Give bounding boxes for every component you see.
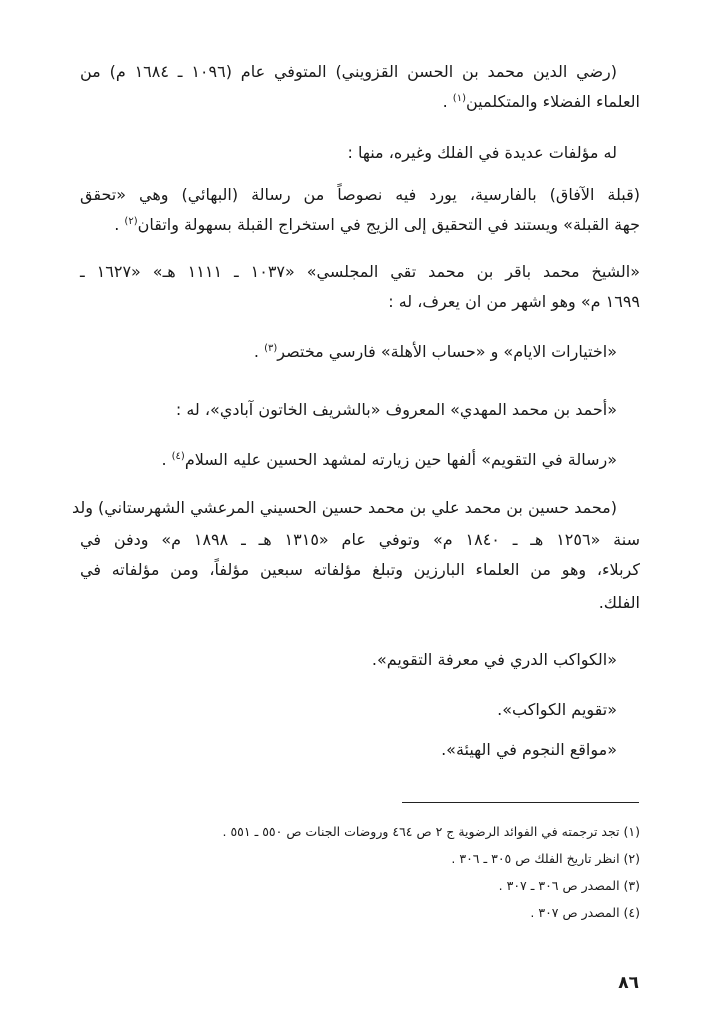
text-line xyxy=(80,558,640,582)
line-text: (محمد حسين بن محمد علي بن محمد حسين الحسيني المرعشي الشهرستاني) ولد xyxy=(71,498,617,517)
text-line xyxy=(441,738,617,762)
text-line xyxy=(80,260,640,284)
text-line xyxy=(599,591,640,615)
footnote-ref[interactable]: (٣) xyxy=(264,343,278,354)
footnote-ref[interactable]: (٤) xyxy=(171,451,185,462)
line-end: . xyxy=(442,92,453,111)
text-line xyxy=(372,648,617,672)
text-line xyxy=(80,528,640,552)
footnote: (٢) انظر تاريخ الفلك ص ٣٠٥ ـ ٣٠٦ . xyxy=(451,851,640,866)
line-text: جهة القبلة» ويستند في التحقيق إلى الزيج في استخراج القبلة بسهولة واتقان xyxy=(137,215,640,234)
footnote: (٣) المصدر ص ٣٠٦ ـ ٣٠٧ . xyxy=(498,878,640,893)
text-line xyxy=(443,90,640,114)
line-text: العلماء الفضلاء والمتكلمين xyxy=(465,92,640,111)
text-line xyxy=(114,213,640,237)
line-text: (رضي الدين محمد بن الحسن القزويني) المتوفي عام (١٠٩٦ ـ ١٦٨٤ م) من xyxy=(80,62,617,81)
text-line xyxy=(71,496,617,520)
line-text: «اختيارات الايام» و «حساب الأهلة» فارسي مختصر xyxy=(277,342,617,361)
text-line xyxy=(388,290,640,314)
text-line xyxy=(348,141,618,165)
line-text: ١٦٩٩ م» وهو اشهر من ان يعرف، له : xyxy=(388,292,640,311)
text-line xyxy=(161,448,617,472)
text-line xyxy=(497,698,617,722)
line-text: سنة «١٢٥٦ هـ ـ ١٨٤٠ م» وتوفي عام «١٣١٥ هـ ـ ١٨٩٨ م» ودفن في xyxy=(80,530,640,549)
page-number: ٨٦ xyxy=(618,973,639,993)
line-text: «رسالة في التقويم» ألفها حين زيارته لمشهد الحسين عليه السلام xyxy=(184,450,617,469)
line-text: «أحمد بن محمد المهدي» المعروف «بالشريف الخاتون آبادي»، له : xyxy=(175,400,617,419)
text-line xyxy=(80,183,640,207)
line-text: «مواقع النجوم في الهيئة». xyxy=(441,740,617,759)
text-line xyxy=(176,398,617,422)
text-line xyxy=(254,340,617,364)
line-text: له مؤلفات عديدة في الفلك وغيره، منها : xyxy=(347,143,617,162)
line-end: . xyxy=(253,342,265,361)
text-line xyxy=(80,60,617,84)
line-end: . xyxy=(114,215,125,234)
line-text: الفلك. xyxy=(598,593,640,612)
footnote: (١) تجد ترجمته في الفوائد الرضوية ج ٢ ص ٤٦٤ وروضات الجنات ص ٥٥٠ ـ ٥٥١ . xyxy=(222,824,640,839)
line-text: «الكواكب الدري في معرفة التقويم». xyxy=(371,650,617,669)
footnote-ref[interactable]: (٢) xyxy=(124,216,138,227)
footnote-ref[interactable]: (١) xyxy=(452,93,466,104)
line-text: «الشيخ محمد باقر بن محمد تقي المجلسي» «١٠٣٧ ـ ١١١١ هـ» «١٦٢٧ ـ xyxy=(80,262,641,281)
line-end: . xyxy=(161,450,172,469)
line-text: كربلاء، وهو من العلماء البارزين وتبلغ مؤلفاته سبعين مؤلفاً، ومن مؤلفاته في xyxy=(80,560,640,579)
footnote-divider xyxy=(402,802,639,803)
line-text: «تقويم الكواكب». xyxy=(497,700,617,719)
footnote: (٤) المصدر ص ٣٠٧ . xyxy=(530,905,640,920)
line-text: (قبلة الآفاق) بالفارسية، يورد فيه نصوصاً من رسالة (البهائي) وهي «تحقق xyxy=(80,185,640,204)
